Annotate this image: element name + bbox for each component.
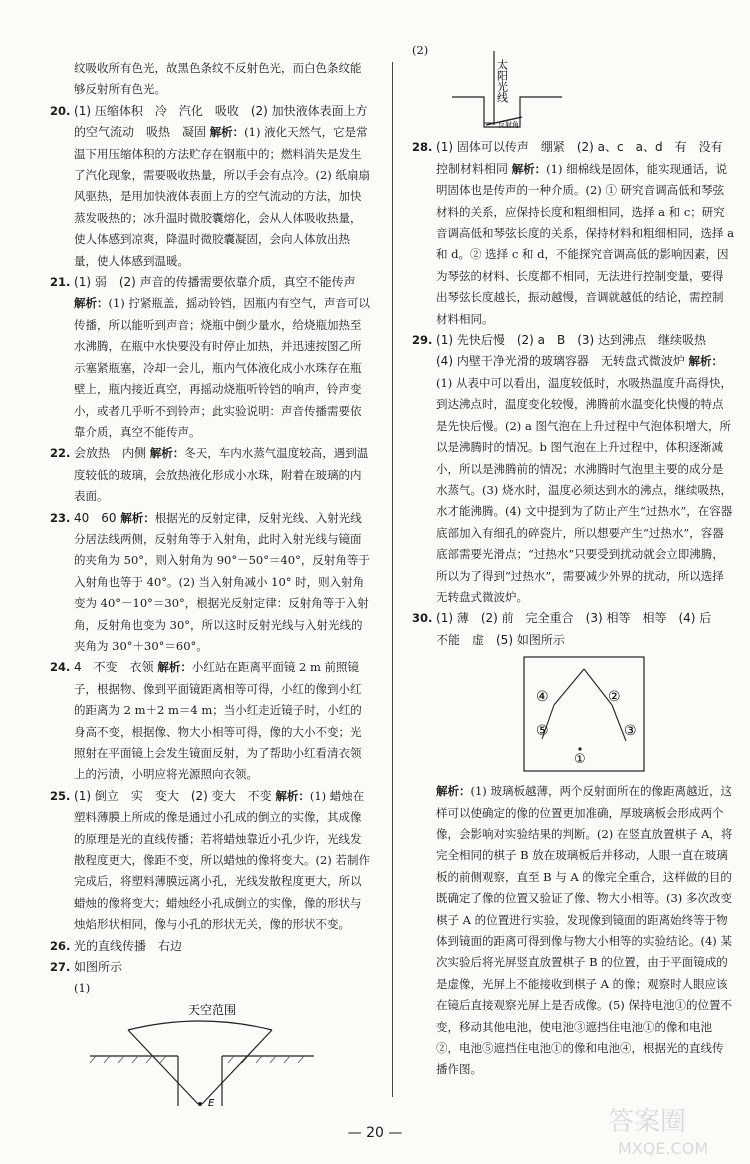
eye-point [198, 1102, 202, 1106]
eye-label: E [208, 1097, 215, 1109]
sun-label [496, 58, 509, 104]
question-24: 24. 4 不变 衣领 解析：小红站在距离平面镜 2 m 前照镜子，根据物、像到平面镜距离相等可得，小红的像到小红的距离为 2 m＋2 m＝4 m；当小红走近镜子时，小红的身高不变，根据像、物大小相等可得，像的大小不变；光照射在平面镜上会发生镜面反射，为了帮助小红看清衣领上的污渍，小明应将光源照向衣领。 [50, 660, 362, 782]
column-divider [392, 62, 393, 1097]
sky-range-figure [70, 1000, 370, 1110]
watermark-text: 答案圈 [608, 1107, 687, 1137]
ray-left-1 [554, 669, 584, 705]
sight-line-left [128, 1030, 198, 1104]
battery-label-2: ② [608, 689, 621, 706]
left-column [50, 58, 370, 1110]
question-21: 21. (1) 弱 (2) 声音的传播需要依靠介质，真空不能传声 解析：(1) 拧紧瓶盖，摇动铃铛，因瓶内有空气，声音可以传播，所以能听到声音；烧瓶中倒少量水，给烧瓶加热至水沸腾，在瓶中水快要没有时停止加热，并迅速按图乙所示塞紧瓶塞，冷却一会儿，瓶内气体液化成小水珠存在瓶壁上，瓶内接近真空，再摇动烧瓶听铃铛的响声，铃声变小，或者几乎听不到铃声；此实验说明：声音传播需要依靠介质，真空不能传声。 [50, 275, 370, 439]
sky-range-label: 天空范围 [188, 1002, 237, 1017]
sight-line-right [202, 1030, 272, 1104]
question-22: 22. 会放热 内侧 解析：冬天，车内水蒸气温度较高，遇到温度较低的玻璃，会放热液化形成小水珠，附着在玻璃的内表面。 [50, 446, 369, 504]
sunlight-reflection-figure [412, 49, 732, 137]
q30-explanation: 解析：(1) 玻璃板越薄，两个反射面所在的像距离越近，这样可以使确定的像的位置更加准确，厚玻璃板会形成两个像，会影响对实验结果的判断。(2) 在竖直放置棋子 A，将完全相同的棋子 B 放在玻璃板后并移动，人眼一直在玻璃板的前侧观察，直至 B 与 A 的像完全重合，这样做的目的既确定了像的位置又验证了像、物大小相等。(3) 多次改变棋子 A 的位置进行实验，发现像到镜面的距离始终等于物体到镜面的距离可得到像与物大小相等的实验结论。(4) 某次实验后将光屏竖直放置棋子 B 的位置，由于平面镜成的是虚像，光屏上不能接收到棋子 A 的像；观察时人眼应该在镜后直接观察光屏上是否成像。(5) 保持电池①的位置不变，移动其他电池，使电池③遮挡住电池①的像和电池②，电池⑤遮挡住电池①的像和电池④，根据光的直线传播作图。 [436, 784, 733, 1077]
battery-label-5: ⑤ [536, 723, 549, 740]
question-26: 26. 光的直线传播 右边 [50, 938, 183, 953]
reflection-angle-label: 反射角 [498, 121, 519, 130]
ground-hatching [90, 1056, 304, 1063]
battery-label-4: ④ [536, 689, 549, 706]
battery-label-1: ① [574, 752, 586, 768]
question-25: 25. (1) 倒立 实 变大 (2) 变大 不变 解析：(1) 蜡烛在塑料薄膜上所成的像是通过小孔成的倒立的实像，其成像的原理是光的直线传播；若将蜡烛靠近小孔少许，光线发散程度更大，像距不变，所以蜡烛的像将变大。(2) 若制作完成后，将塑料薄膜远离小孔，光线发散程度更大，所以蜡烛的像将变大；蜡烛经小孔成倒立的实像，像的形状与烛焰形状相同，像与小孔的形状无关，像的形状不变。 [50, 788, 370, 932]
question-27: 27. 如图所示 [50, 960, 123, 975]
right-column [412, 40, 734, 1081]
sun-label-text: 太阳光线 [495, 59, 509, 104]
sky-range-arc [128, 1021, 272, 1030]
battery-mirror-figure [412, 653, 732, 777]
q27-sub1-label: (1) [74, 981, 91, 996]
battery-1-dot [578, 748, 581, 751]
q27-sub2-label: (2) [412, 43, 429, 57]
question-29: 29. (1) 先快后慢 (2) a B (3) 达到沸点 继续吸热 (4) 内壁干净光滑的玻璃容器 无转盘式微波炉 解析：(1) 从表中可以看出，温度较低时，水吸热温度升高得快，到达沸点时，温度变化较慢，沸腾前水温变化快慢的特点是先快后慢。(2) a 图气泡在上升过程中气泡体积增大，所以是沸腾时的情况。b 图气泡在上升过程中，体积逐渐减小，所以是沸腾前的情况；水沸腾时气泡里主要的成分是水蒸气。(3) 烧水时，温度必须达到水的沸点，继续吸热，水才能沸腾。(4) 文中提到为了防止产生“过热水”，在容器底部加入有细孔的碎瓷片，所以想要产生“过热水”，容器底部需要光滑点；“过热水”只要受到扰动就会立即沸腾，所以为了得到“过热水”，需要减少外界的扰动，所以选择无转盘式微波炉。 [412, 333, 733, 604]
page-number: — 20 — [347, 1125, 403, 1141]
question-28: 28. (1) 固体可以传声 绷紧 (2) a、c a、d 有 没有控制材料相同 解析：(1) 细棉线是固体，能实现通话，说明固体也是传声的一种介质。(2) ① 研究音调高低和琴弦材料的关系，应保持长度和粗细相同，选择 a 和 c；研究音调高低和琴弦长度的关系，保持材料和粗细相同，选择 a 和 d。② 选择 c 和 d，不能探究音调高低的影响因素，因为琴弦的材料、长度都不相同，无法进行控制变量，要得出琴弦长度越长，振动越慢，音调就越低的结论，需控制材料相同。 [412, 140, 735, 326]
continued-text: 纹吸收所有色光，故黑色条纹不反射色光，而白色条纹能够反射所有色光。 [74, 61, 362, 97]
watermark-logo [602, 1100, 732, 1160]
question-23: 23. 40 60 解析：根据光的反射定律，反射光线、入射光线分居法线两侧，反射角等于入射角，此时入射光线与镜面的夹角为 50°，则入射角为 90°－50°＝40°，反射角等于入射角也等于 40°。(2) 当入射角减小 10° 时，则入射角变为 40°－10°＝30°，根据光反射定律：反射角等于入射角，反射角也变为 30°，所以这时反射光线与入射光线的夹角为 30°＋30°＝60°。 [50, 510, 370, 653]
question-20: 20. (1) 压缩体积 冷 汽化 吸收 (2) 加快液体表面上方的空气流动 吸热 凝固 解析：(1) 液化天然气，它是常温下用压缩体积的方法贮存在钢瓶中的；燃料消失是发生了汽化现象，需要吸收热量，所以手会有点冷。(2) 纸扇扇风驱热，是用加快液体表面上方的空气流动的方法，加快蒸发吸热的；冰升温时微胶囊熔化，会从人体吸收热量，使人体感到凉爽，降温时微胶囊凝固，会向人体放出热量，使人体感到温暖。 [50, 103, 370, 268]
question-30: 30. (1) 薄 (2) 前 完全重合 (3) 相等 相等 (4) 后 不能 虚 (5) 如图所示 [412, 611, 724, 647]
battery-label-3: ③ [624, 723, 637, 740]
watermark-url: MXQE.COM [618, 1139, 709, 1158]
